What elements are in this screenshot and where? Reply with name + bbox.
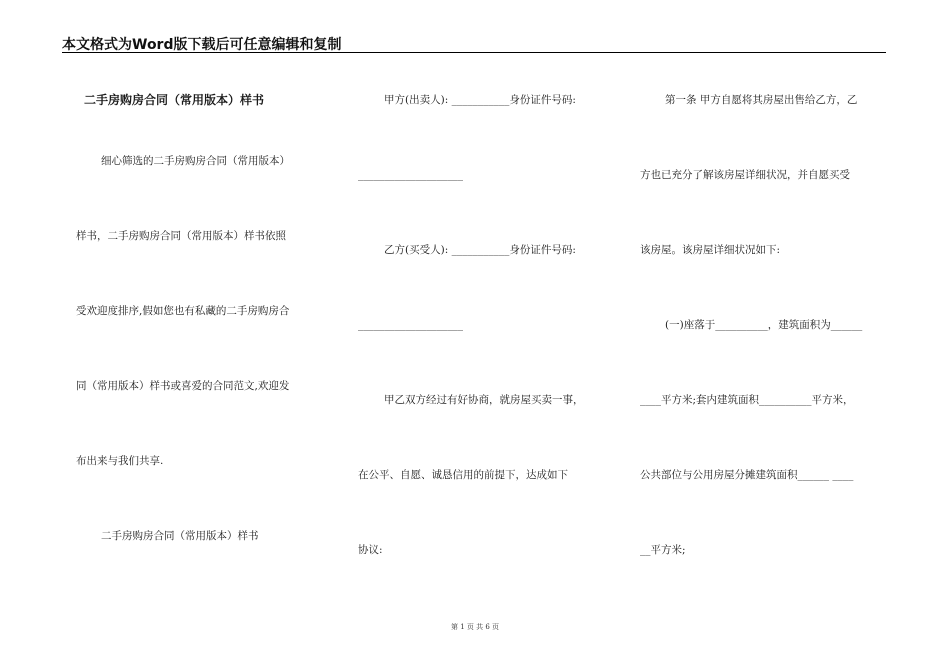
property-line-1: (一)座落于__________，建筑面积为______ [665,319,863,331]
agreement-line-2: 在公平、自愿、诚恳信用的前提下，达成如下 [358,469,568,481]
property-line-4: __平方米; [640,544,686,556]
article-1-line-2: 方也已充分了解该房屋详细状况，并自愿买受 [640,169,850,181]
header-divider [62,52,886,53]
intro-line-4: 同（常用版本）样书或喜爱的合同范文,欢迎发 [76,380,290,392]
page-number: 第 1 页 共 6 页 [450,623,500,631]
property-line-2: ____平方米;套内建筑面积__________平方米， [640,394,854,406]
intro-line-1: 细心筛选的二手房购房合同（常用版本） [101,155,290,167]
party-a-line: 甲方(出卖人): ___________身份证件号码: [384,94,576,106]
property-line-3: 公共部位与公用房屋分摊建筑面积______ ____ [640,469,854,481]
party-b-blank: ____________________ [358,319,463,331]
agreement-line-1: 甲乙双方经过有好协商，就房屋买卖一事， [384,394,584,406]
intro-line-5: 布出来与我们共享. [76,455,164,467]
intro-line-2: 样书，二手房购房合同（常用版本）样书依照 [76,230,286,242]
document-header: 本文格式为Word版下载后可任意编辑和复制 [62,37,342,53]
agreement-line-3: 协议: [358,544,383,556]
article-1-line-3: 该房屋。该房屋详细状况如下: [640,244,781,256]
article-1-line-1: 第一条 甲方自愿将其房屋出售给乙方，乙 [665,94,858,106]
party-a-blank: ____________________ [358,169,463,181]
document-title: 二手房购房合同（常用版本）样书 [84,93,265,107]
section-heading: 二手房购房合同（常用版本）样书 [101,530,259,542]
intro-line-3: 受欢迎度排序,假如您也有私藏的二手房购房合 [76,305,290,317]
party-b-line: 乙方(买受人): ___________身份证件号码: [384,244,576,256]
